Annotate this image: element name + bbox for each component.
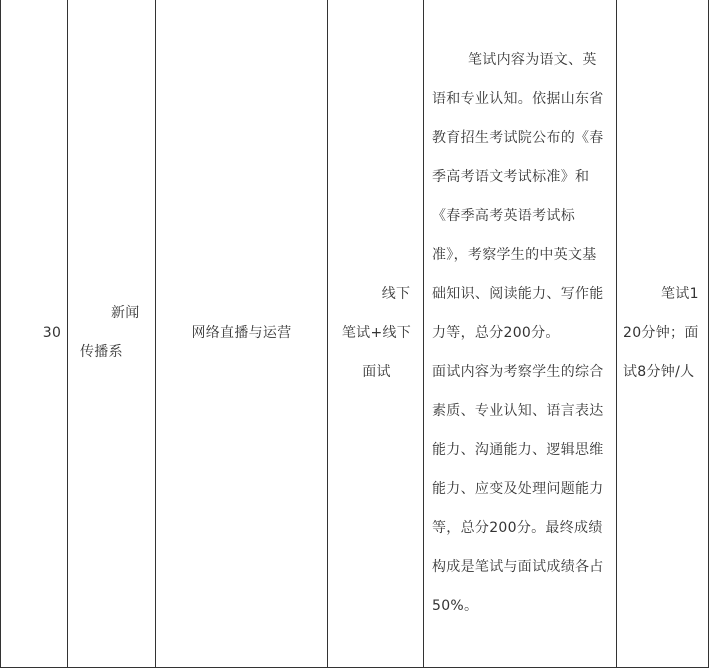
department-cell [68,0,156,668]
row-number-cell [1,0,68,668]
written-exam-content: 笔试内容为语文、英语和专业认知。依据山东省教育招生考试院公布的《春季高考语文考试标准》和《春季高考英语考试标准》，考察学生的中英文基础知识、阅读能力、写作能力等，总分200分。 [432,51,604,341]
row-number: 30 [42,324,62,341]
exam-content-cell [424,0,617,668]
table-row [1,0,709,668]
interview-content: 面试内容为考察学生的综合素质、专业认知、语言表达能力、沟通能力、逻辑思维能力、应变及处理问题能力等，总分200分。最终成绩构成是笔试与面试成绩各占50%。 [432,363,604,614]
exam-time: 笔试120分钟；面试8分钟/人 [623,285,699,380]
exam-time-cell [617,0,709,668]
major-name: 网络直播与运营 [191,324,292,341]
major-cell [156,0,328,668]
exam-method: 线下笔试+线下面试 [341,285,412,380]
exam-method-cell [328,0,424,668]
department-name: 新闻传播系 [80,305,140,360]
